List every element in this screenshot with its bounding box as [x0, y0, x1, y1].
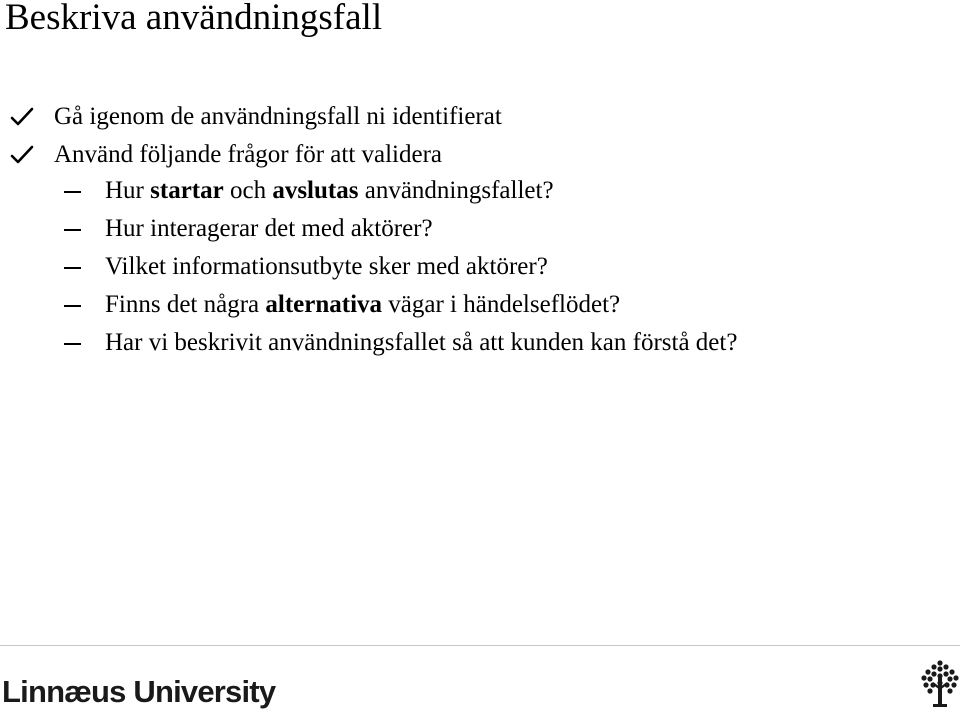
validation-questions: [0, 172, 960, 362]
emphasis: avslutas: [272, 177, 359, 204]
emphasis: startar: [150, 177, 224, 204]
dash-bullet-icon: [64, 229, 81, 231]
university-name: Linnæus University: [2, 674, 276, 709]
question-text: Har vi beskrivit användningsfallet så att kunden kan förstå det?: [105, 329, 738, 356]
checkmark-icon: [10, 145, 34, 165]
question-item: [0, 324, 960, 362]
checklist-item: [0, 136, 960, 174]
footer-divider: [0, 645, 960, 646]
question-text: Vilket informationsutbyte sker med aktörer?: [105, 253, 548, 280]
question-item: [0, 172, 960, 210]
question-item: [0, 210, 960, 248]
dash-bullet-icon: [64, 267, 81, 269]
checklist-item: [0, 98, 960, 136]
question-item: [0, 286, 960, 324]
dash-bullet-icon: [64, 343, 81, 345]
question-text: Hur interagerar det med aktörer?: [105, 215, 433, 242]
checklist: [0, 98, 960, 174]
checklist-item-text: Gå igenom de användningsfall ni identifierat: [54, 103, 502, 130]
question-item: [0, 248, 960, 286]
dash-bullet-icon: [64, 305, 81, 307]
tree-logo-icon: [920, 660, 960, 708]
slide-title: Beskriva användningsfall: [5, 0, 383, 38]
dash-bullet-icon: [64, 191, 81, 193]
question-text: Hur startar och avslutas användningsfallet?: [105, 177, 554, 204]
checkmark-icon: [10, 107, 34, 127]
question-text: Finns det några alternativa vägar i händelseflödet?: [105, 291, 621, 318]
emphasis: alternativa: [265, 291, 383, 318]
checklist-item-text: Använd följande frågor för att validera: [54, 141, 443, 168]
